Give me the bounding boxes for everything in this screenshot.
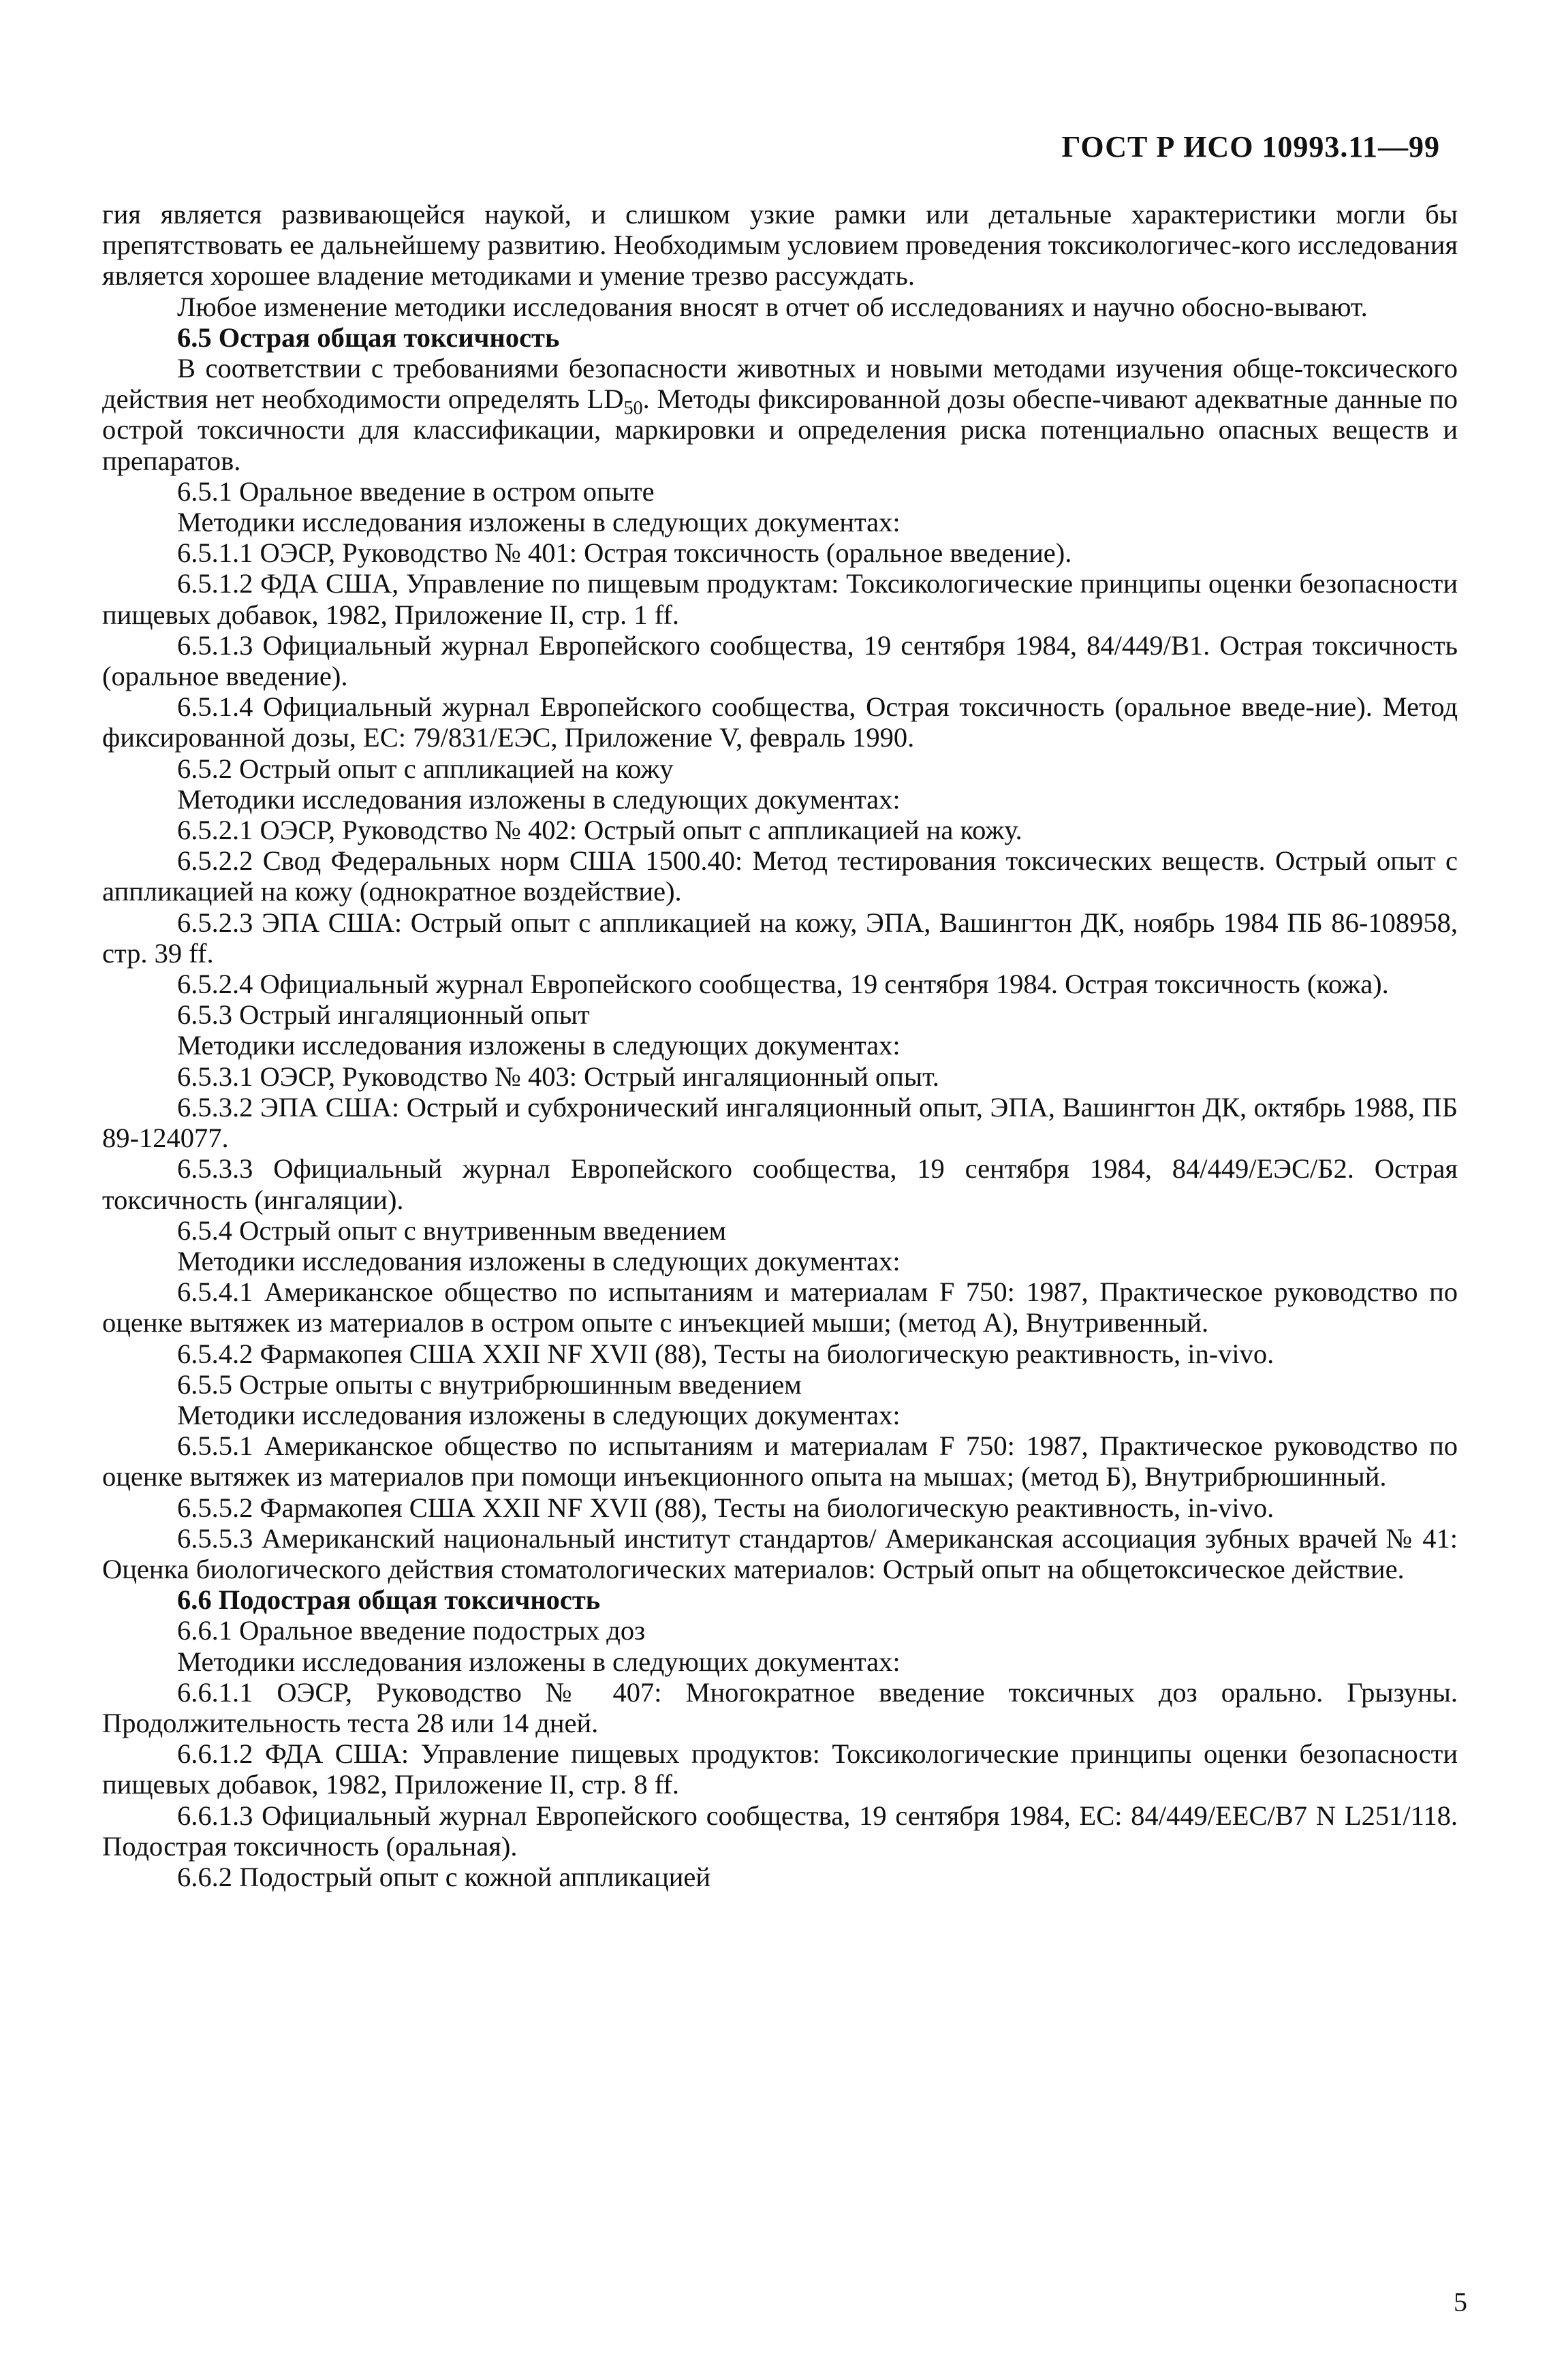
reference-item: 6.5.3.1 ОЭСР, Руководство № 403: Острый ингаляционный опыт. <box>177 1061 939 1092</box>
reference-item: 6.5.2.2 Свод Федеральных норм США 1500.40: Метод тестирования токсических веществ. Острый опыт с аппликацией на кожу (однократное воздействие). <box>102 845 1458 907</box>
reference-item: 6.5.2.3 ЭПА США: Острый опыт с аппликацией на кожу, ЭПА, Вашингтон ДК, ноябрь 1984 ПБ 86-108958, стр. 39 ff. <box>102 907 1458 969</box>
paragraph: Методики исследования изложены в следующих документах: <box>177 507 901 538</box>
section-heading: 6.5 Острая общая токсичность <box>177 322 560 353</box>
subsection-heading: 6.5.4 Острый опыт с внутривенным введением <box>177 1215 727 1246</box>
reference-item: 6.5.2.1 ОЭСР, Руководство № 402: Острый опыт с аппликацией на кожу. <box>177 815 1022 846</box>
subscript: 50 <box>623 398 643 420</box>
paragraph: Методики исследования изложены в следующих документах: <box>177 1399 901 1430</box>
subsection-heading: 6.6.1 Оральное введение подострых доз <box>177 1615 646 1646</box>
section-heading: 6.6 Подострая общая токсичность <box>177 1584 601 1616</box>
reference-item: 6.5.1.2 ФДА США, Управление по пищевым продуктам: Токсикологические принципы оценки безопасности пищевых добавок, 1982, Приложение II, стр. 1 ff. <box>102 568 1458 630</box>
subsection-heading: 6.5.1 Оральное введение в остром опыте <box>177 475 655 507</box>
paragraph: Методики исследования изложены в следующих документах: <box>177 1245 901 1277</box>
paragraph <box>102 353 1458 476</box>
paragraph: Методики исследования изложены в следующих документах: <box>177 1030 901 1061</box>
reference-item: 6.5.4.2 Фармакопея США XXII NF XVII (88), Тесты на биологическую реактивность, in-vivo. <box>177 1338 1274 1369</box>
reference-item: 6.5.1.1 ОЭСР, Руководство № 401: Острая токсичность (оральное введение). <box>177 537 1072 569</box>
reference-item: 6.5.3.3 Официальный журнал Европейского сообщества, 19 сентября 1984, 84/449/ЕЭС/Б2. Острая токсичность (ингаляции). <box>102 1153 1458 1215</box>
reference-item: 6.5.4.1 Американское общество по испытаниям и материалам F 750: 1987, Практическое руководство по оценке вытяжек из материалов в остром опыте с инъекцией мыши; (метод А), Внутривенный. <box>102 1277 1458 1338</box>
paragraph: Методики исследования изложены в следующих документах: <box>177 1646 901 1677</box>
paragraph-text: . Методы фиксированной дозы обеспе-чивают адекватные данные по острой токсичности для классификации, маркировки и определения риска потенциально опасных веществ и препаратов. <box>102 383 1458 476</box>
reference-item: 6.6.1.2 ФДА США: Управление пищевых продуктов: Токсикологические принципы оценки безопасности пищевых добавок, 1982, Приложение II, стр. 8 ff. <box>102 1738 1458 1800</box>
reference-item: 6.5.2.4 Официальный журнал Европейского сообщества, 19 сентября 1984. Острая токсичность (кожа). <box>177 969 1389 1000</box>
reference-item: 6.5.5.3 Американский национальный институт стандартов/ Американская ассоциация зубных врачей № 41: Оценка биологического действия стоматологических материалов: Острый опыт на общетоксическое действие. <box>102 1522 1458 1584</box>
paragraph: гия является развивающейся наукой, и слишком узкие рамки или детальные характеристики могли бы препятствовать ее дальнейшему развитию. Необходимым условием проведения токсикологичес-кого исследования является хорошее владение методиками и умение трезво рассуждать. <box>102 199 1458 292</box>
reference-item: 6.5.3.2 ЭПА США: Острый и субхронический ингаляционный опыт, ЭПА, Вашингтон ДК, октябрь 1988, ПБ 89-124077. <box>102 1091 1458 1154</box>
document-body <box>102 199 1458 1892</box>
subsection-heading: 6.5.2 Острый опыт с аппликацией на кожу <box>177 753 674 784</box>
subsection-heading: 6.6.2 Подострый опыт с кожной аппликацией <box>177 1861 711 1892</box>
paragraph-text: В соответствии с требованиями безопасности животных и новыми методами изучения обще-токсического действия нет необходимости определять LD <box>102 353 1458 415</box>
reference-item: 6.6.1.1 ОЭСР, Руководство № 407: Многократное введение токсичных доз орально. Грызуны. Продолжительность теста 28 или 14 дней. <box>102 1676 1458 1738</box>
paragraph: Методики исследования изложены в следующих документах: <box>177 783 901 815</box>
reference-item: 6.5.1.4 Официальный журнал Европейского сообщества, Острая токсичность (оральное введе-ние). Метод фиксированной дозы, ЕС: 79/831/ЕЭС, Приложение V, февраль 1990. <box>102 691 1458 753</box>
reference-item: 6.6.1.3 Официальный журнал Европейского сообщества, 19 сентября 1984, ЕС: 84/449/EEC/B7 N L251/118. Подострая токсичность (оральная). <box>102 1800 1458 1862</box>
subsection-heading: 6.5.3 Острый ингаляционный опыт <box>177 999 590 1031</box>
reference-item: 6.5.5.1 Американское общество по испытаниям и материалам F 750: 1987, Практическое руководство по оценке вытяжек из материалов при помощи инъекционного опыта на мышах; (метод Б), Внутрибрюшинный. <box>102 1430 1458 1492</box>
reference-item: 6.5.5.2 Фармакопея США XXII NF XVII (88), Тесты на биологическую реактивность, in-vivo. <box>177 1492 1274 1523</box>
page-header: ГОСТ Р ИСО 10993.11—99 <box>1061 130 1440 163</box>
paragraph: Любое изменение методики исследования вносят в отчет об исследованиях и научно обосно-вывают. <box>177 291 1368 322</box>
reference-item: 6.5.1.3 Официальный журнал Европейского сообщества, 19 сентября 1984, 84/449/В1. Острая токсичность (оральное введение). <box>102 629 1458 692</box>
page-number: 5 <box>1454 2287 1467 2317</box>
subsection-heading: 6.5.5 Острые опыты с внутрибрюшинным введением <box>177 1368 802 1400</box>
